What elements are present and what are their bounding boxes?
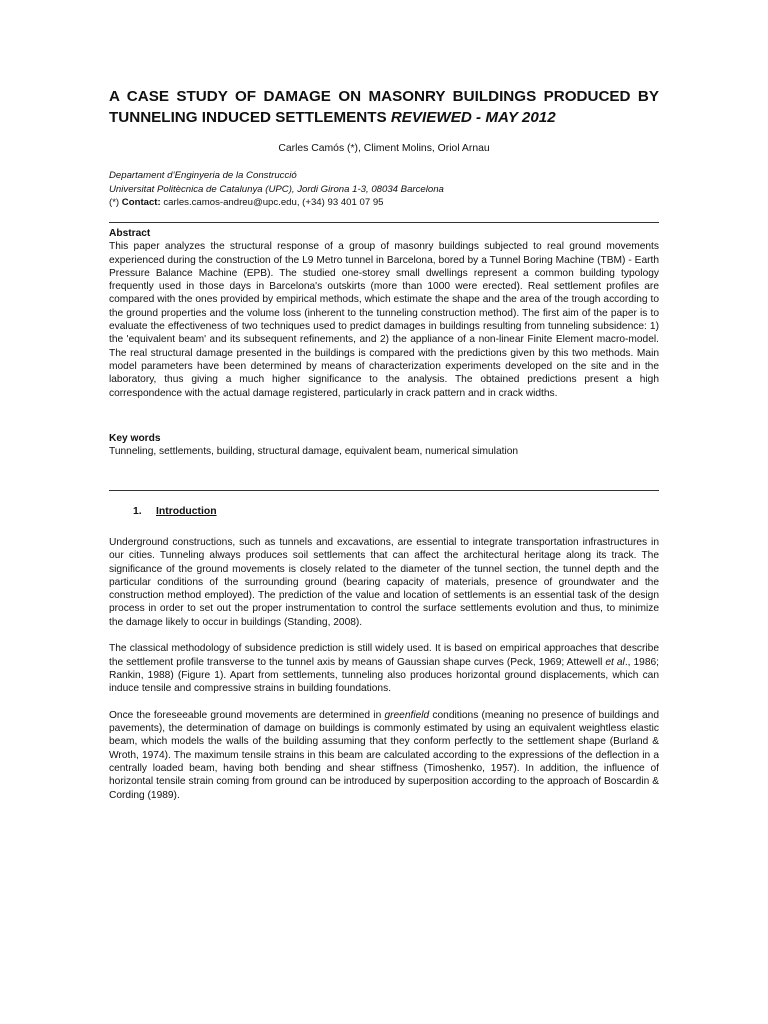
- keywords-text: Tunneling, settlements, building, structural damage, equivalent beam, numerical simulation: [109, 446, 519, 458]
- paper-title: [109, 86, 659, 128]
- paragraph-3-italic: greenfield: [384, 709, 430, 721]
- title-revision-note: REVIEWED - MAY 2012: [390, 109, 556, 126]
- paragraph-1: Underground constructions, such as tunnels and excavations, are essential to integrate transportation infrastructures in our cities. Tunneling always produces soil settlements that can affect the architectural heritage along its track. The significance of the ground movements is closely related to the diameter of the tunnel section, the tunnel depth and the particular conditions of the surrounding ground (bearing capacity of materials, presence of groundwater and the construction method employed). The prediction of the value and location of settlements is an essential task of the design process in order to set out the proper instrumentation to control the surface settlements evolution and thus, to minimize the damage likely to occur in buildings (Standing, 2008).: [109, 537, 659, 628]
- divider-top: [109, 222, 659, 223]
- paragraph-2-text-a: The classical methodology of subsidence prediction is still widely used. It is based on empirical approaches that describe the settlement profile transverse to the tunnel axis by means of Gaussian shape curves (Peck, 1969; Attewell: [109, 643, 659, 668]
- body-text: [109, 536, 659, 815]
- department: Departament d’Enginyeria de la Construcció: [109, 170, 297, 181]
- contact-prefix: (*): [109, 197, 122, 208]
- paragraph-3-text-a: Once the foreseeable ground movements are determined in: [109, 709, 385, 721]
- abstract: [109, 227, 659, 400]
- paragraph-3-text-b: conditions (meaning no presence of buildings and pavements), the determination of damage on buildings is commonly estimated by using an equivalent weightless elastic beam, which models the walls of the building assuming that they conform perfectly to the settlement shape (Burland & Wroth, 1974). The maximum tensile strains in this beam are calculated according to the expressions of the deflection in a centrally loaded beam, having both bending and shear stiffness (Timoshenko, 1957). In addition, the influence of horizontal tensile strain coming from ground can be introduced by superposition according to the approach of Boscardin & Cording (1989).: [109, 709, 659, 801]
- divider-bottom: [109, 490, 659, 491]
- paragraph-3: [109, 709, 659, 802]
- title-line-2: [109, 107, 659, 128]
- paragraph-2-italic: et al: [605, 656, 625, 668]
- authors: Carles Camós (*), Climent Molins, Oriol Arnau: [278, 143, 490, 154]
- section-title: Introduction: [156, 506, 217, 517]
- abstract-heading: Abstract: [109, 228, 151, 239]
- contact-line: [109, 197, 384, 208]
- abstract-text: This paper analyzes the structural response of a group of masonry buildings subjected to real ground movements experienced during the construction of the L9 Metro tunnel in Barcelona, bored by a Tunnel Boring Machine (TBM) - Earth Pressure Balance Machine (EPB). The studied one-storey small dwellings represent a common building typology frequently used in those days in Barcelona's outskirts (more than 1000 were erected). Real settlement profiles are compared with the ones provided by empirical methods, which estimate the shape and the area of the trough according to the ground properties and the volume loss (inherent to the tunneling construction method). The first aim of the paper is to evaluate the effectiveness of two techniques used to predict damages in buildings resulting from tunneling subsidence: 1) the 'equivalent beam' and its subsequent refinements, and 2) the appliance of a non-linear Finite Element macro-model. The real structural damage presented in the buildings is compared with the predictions given by this two methods. Main model parameters have been determined by means of characterization experiments developed on the site and in the laboratory, thus giving a much higher significance to the analysis. The obtained predictions present a high correspondence with the actual damage registered, particularly in crack pattern and in crack widths.: [109, 241, 659, 399]
- title-line-1: A CASE STUDY OF DAMAGE ON MASONRY BUILDINGS PRODUCED BY: [109, 88, 659, 105]
- title-line-2-text: TUNNELING INDUCED SETTLEMENTS: [109, 109, 391, 126]
- keywords: [109, 432, 659, 459]
- affiliation: [109, 169, 659, 210]
- keywords-heading: Key words: [109, 433, 161, 444]
- contact-text: carles.camos-andreu@upc.edu, (+34) 93 401 07 95: [160, 197, 384, 208]
- section-number: 1.: [133, 506, 142, 517]
- paragraph-2: [109, 642, 659, 695]
- university: Universitat Politècnica de Catalunya (UPC), Jordi Girona 1-3, 08034 Barcelona: [109, 183, 444, 195]
- paragraph-2-text-b: ., 1986; Rankin, 1988) (Figure 1). Apart from settlements, tunneling also produces horizontal ground displacements, which can induce tensile and compressive strains in building foundations.: [109, 656, 659, 695]
- contact-label: Contact:: [121, 197, 161, 208]
